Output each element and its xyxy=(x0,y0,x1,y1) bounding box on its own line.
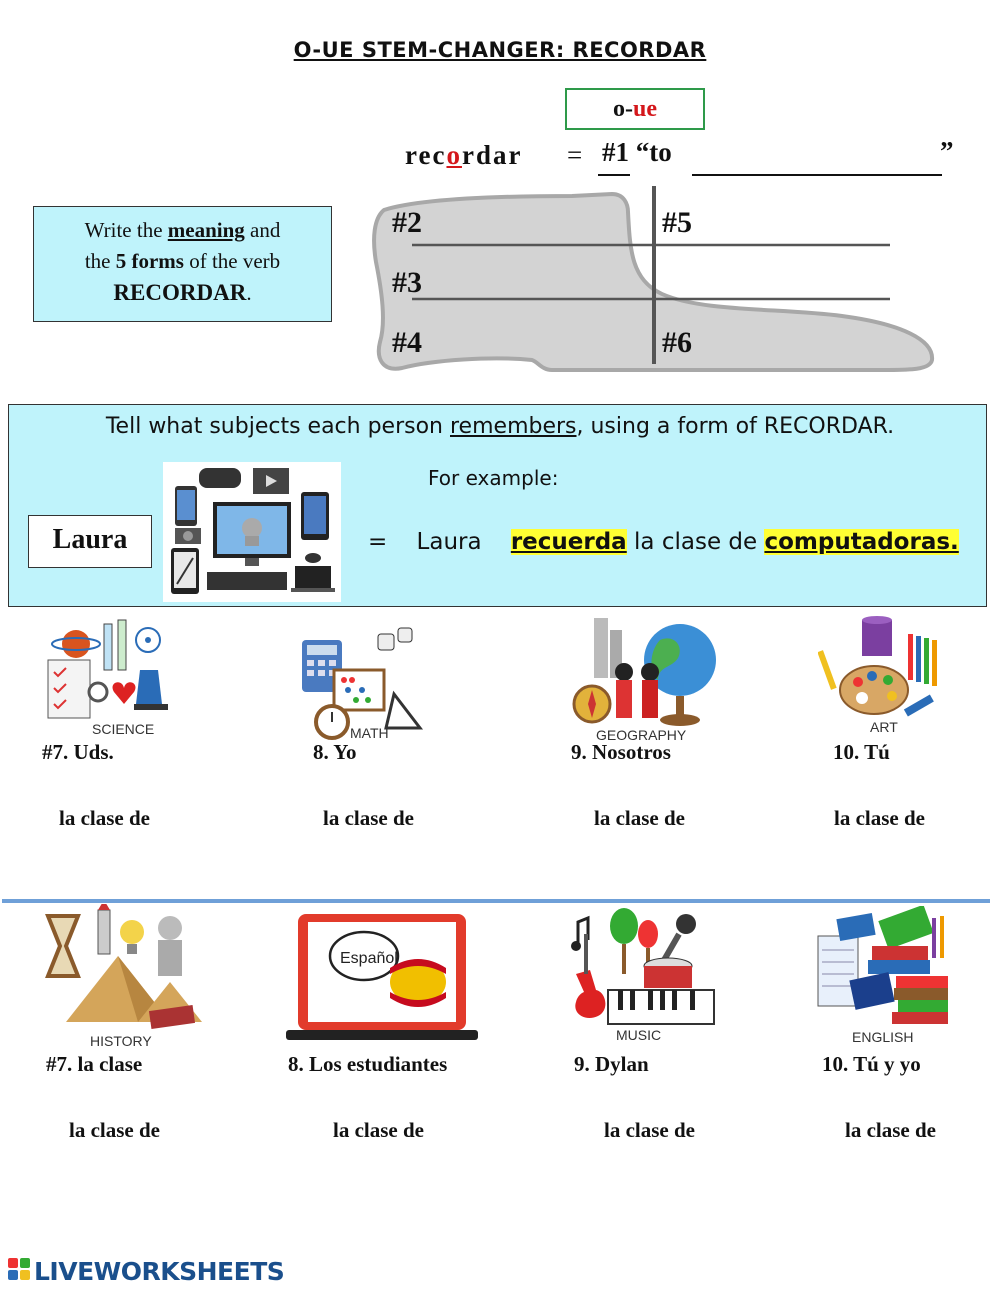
instruction-line-1: Write the meaning and xyxy=(84,218,281,242)
music-icon xyxy=(568,904,718,1044)
example-equals: = xyxy=(368,529,388,555)
row2-name-3: 9. Dylan xyxy=(574,1052,649,1076)
history-icon xyxy=(42,904,216,1050)
row1-clase-1: la clase de xyxy=(59,806,150,830)
art-caption: ART xyxy=(870,719,898,735)
verb-word xyxy=(405,140,522,171)
english-books-icon xyxy=(812,906,954,1046)
verb-part1: rec xyxy=(405,140,447,170)
verb-stem-vowel: o xyxy=(446,140,462,170)
stem-change-box xyxy=(565,88,705,130)
definition-blank[interactable] xyxy=(692,174,942,176)
instruction-line-3: RECORDAR. xyxy=(113,280,252,305)
spanish-caption: Español xyxy=(340,950,398,967)
closing-quote: ” xyxy=(940,136,954,166)
geography-caption: GEOGRAPHY xyxy=(596,727,687,742)
science-caption: SCIENCE xyxy=(92,721,155,737)
science-icon xyxy=(42,614,182,738)
example-sentence xyxy=(368,529,959,555)
example-subject: Laura xyxy=(416,529,482,555)
example-verb: recuerda xyxy=(510,529,627,555)
instruction-line-2: the 5 forms of the verb xyxy=(84,249,281,273)
row1-clase-4: la clase de xyxy=(834,806,925,830)
english-caption: ENGLISH xyxy=(852,1029,914,1045)
section-divider xyxy=(2,899,990,903)
slot-4-label: #4 xyxy=(392,326,422,359)
row2-clase-1: la clase de xyxy=(69,1118,160,1142)
music-caption: MUSIC xyxy=(616,1027,662,1043)
math-icon xyxy=(298,614,442,742)
liveworksheets-logo-icon xyxy=(8,1258,32,1284)
math-caption: MATH xyxy=(350,725,389,741)
example-name-box: Laura xyxy=(28,515,152,568)
verb-part3: rdar xyxy=(461,140,523,170)
instruction-box xyxy=(33,206,332,322)
computers-icon xyxy=(163,462,341,602)
row2-clase-4: la clase de xyxy=(845,1118,936,1142)
page-title: O-UE STEM-CHANGER: RECORDAR xyxy=(293,38,707,62)
row1-clase-3: la clase de xyxy=(594,806,685,830)
geography-icon xyxy=(562,610,722,742)
equals-sign: = xyxy=(567,140,583,170)
row1-name-3: 9. Nosotros xyxy=(571,740,671,764)
row2-name-1: #7. la clase xyxy=(46,1052,143,1076)
row1-clase-2: la clase de xyxy=(323,806,414,830)
art-icon xyxy=(818,614,942,738)
row2-clase-2: la clase de xyxy=(333,1118,424,1142)
stem-ue: ue xyxy=(633,96,657,122)
row2-name-4: 10. Tú y yo xyxy=(822,1052,921,1076)
row1-name-1: #7. Uds. xyxy=(42,740,114,764)
definition-underline-short xyxy=(598,174,630,176)
example-label: For example: xyxy=(428,466,559,490)
slot-2-label: #2 xyxy=(392,206,422,239)
row1-name-4: 10. Tú xyxy=(833,740,890,764)
example-middle: la clase de xyxy=(634,529,758,555)
slot-3-label: #3 xyxy=(392,266,422,299)
slot-5-label: #5 xyxy=(662,206,692,239)
history-caption: HISTORY xyxy=(90,1033,152,1049)
task-instruction: Tell what subjects each person remembers, using a form of RECORDAR. xyxy=(105,414,895,439)
row1-name-2: 8. Yo xyxy=(313,740,357,764)
slot-6-label: #6 xyxy=(662,326,692,359)
row2-clase-3: la clase de xyxy=(604,1118,695,1142)
liveworksheets-logo[interactable]: LIVEWORKSHEETS xyxy=(34,1257,285,1286)
shoe-chart xyxy=(362,182,942,378)
row2-name-2: 8. Los estudiantes xyxy=(288,1052,448,1076)
spanish-laptop-icon xyxy=(284,912,480,1044)
example-class: computadoras. xyxy=(764,529,959,555)
stem-o: o- xyxy=(613,96,633,122)
definition-label: #1 “to xyxy=(602,137,672,167)
